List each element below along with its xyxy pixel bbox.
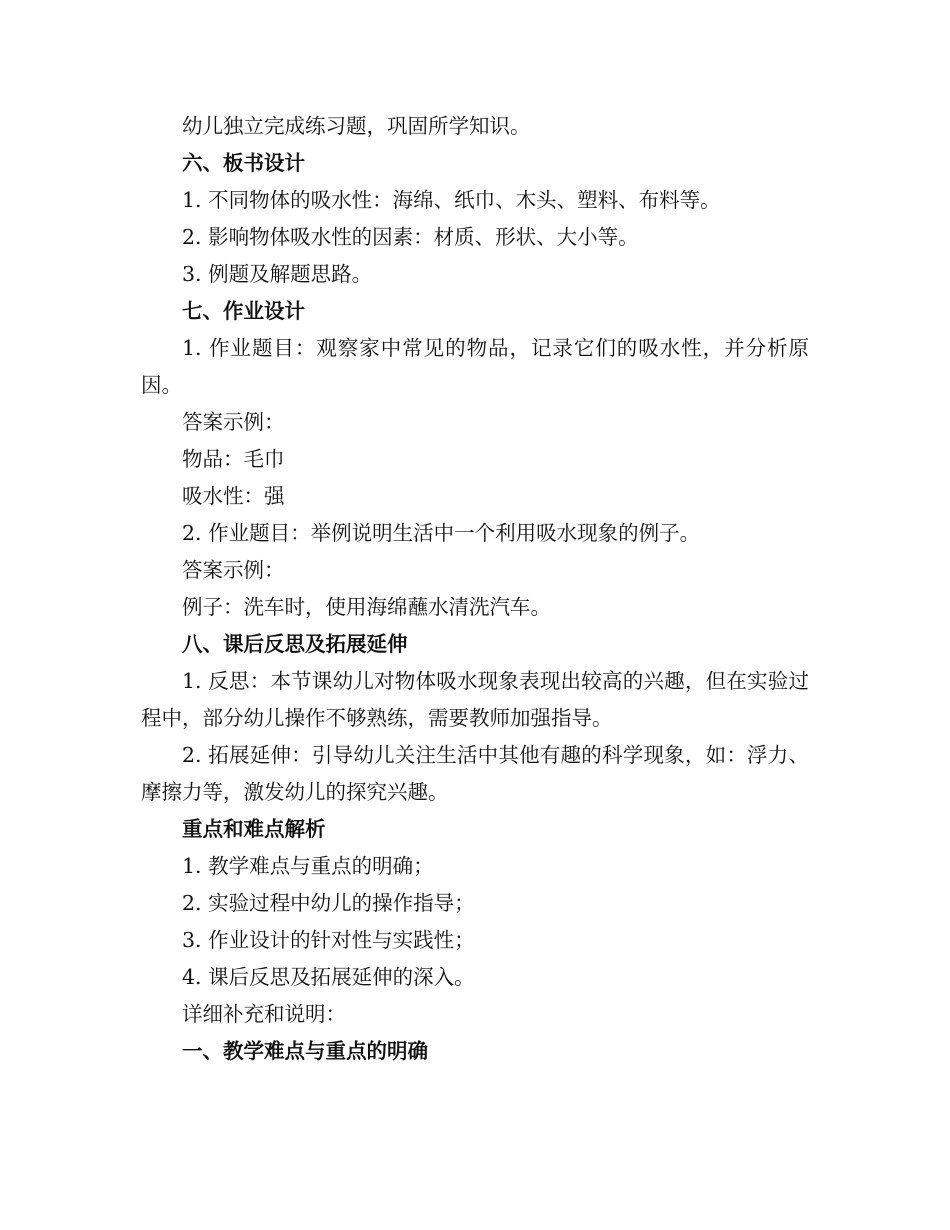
paragraph: 2. 拓展延伸：引导幼儿关注生活中其他有趣的科学现象，如：浮力、摩擦力等，激发幼儿的探究兴趣。 (141, 743, 809, 804)
text-line: 答案示例： (182, 410, 285, 434)
list-item: 2. 实验过程中幼儿的操作指导； (182, 891, 475, 915)
list-item: 2. 影响物体吸水性的因素：材质、形状、大小等。 (182, 225, 639, 249)
section-heading: 八、课后反思及拓展延伸 (182, 632, 408, 656)
document-page (141, 108, 809, 1070)
section-heading: 重点和难点解析 (182, 817, 326, 841)
paragraph: 1. 作业题目：观察家中常见的物品，记录它们的吸水性，并分析原因。 (141, 336, 809, 397)
section-heading: 一、教学难点与重点的明确 (182, 1039, 428, 1063)
list-item: 3. 例题及解题思路。 (182, 262, 373, 286)
list-item: 4. 课后反思及拓展延伸的深入。 (182, 965, 475, 989)
list-item: 2. 作业题目：举例说明生活中一个利用吸水现象的例子。 (182, 521, 701, 545)
section-heading: 七、作业设计 (182, 299, 305, 323)
text-line: 答案示例： (182, 558, 285, 582)
paragraph: 1. 反思：本节课幼儿对物体吸水现象表现出较高的兴趣，但在实验过程中，部分幼儿操作不够熟练，需要教师加强指导。 (141, 669, 809, 730)
list-item: 1. 不同物体的吸水性：海绵、纸巾、木头、塑料、布料等。 (182, 188, 721, 212)
text-line: 例子：洗车时，使用海绵蘸水清洗汽车。 (182, 595, 551, 619)
list-item: 3. 作业设计的针对性与实践性； (182, 928, 475, 952)
text-line: 幼儿独立完成练习题，巩固所学知识。 (182, 114, 531, 138)
text-line: 详细补充和说明： (182, 1002, 346, 1026)
text-line: 吸水性：强 (182, 484, 285, 508)
section-heading: 六、板书设计 (182, 151, 305, 175)
text-line: 物品：毛巾 (182, 447, 285, 471)
list-item: 1. 教学难点与重点的明确； (182, 854, 434, 878)
